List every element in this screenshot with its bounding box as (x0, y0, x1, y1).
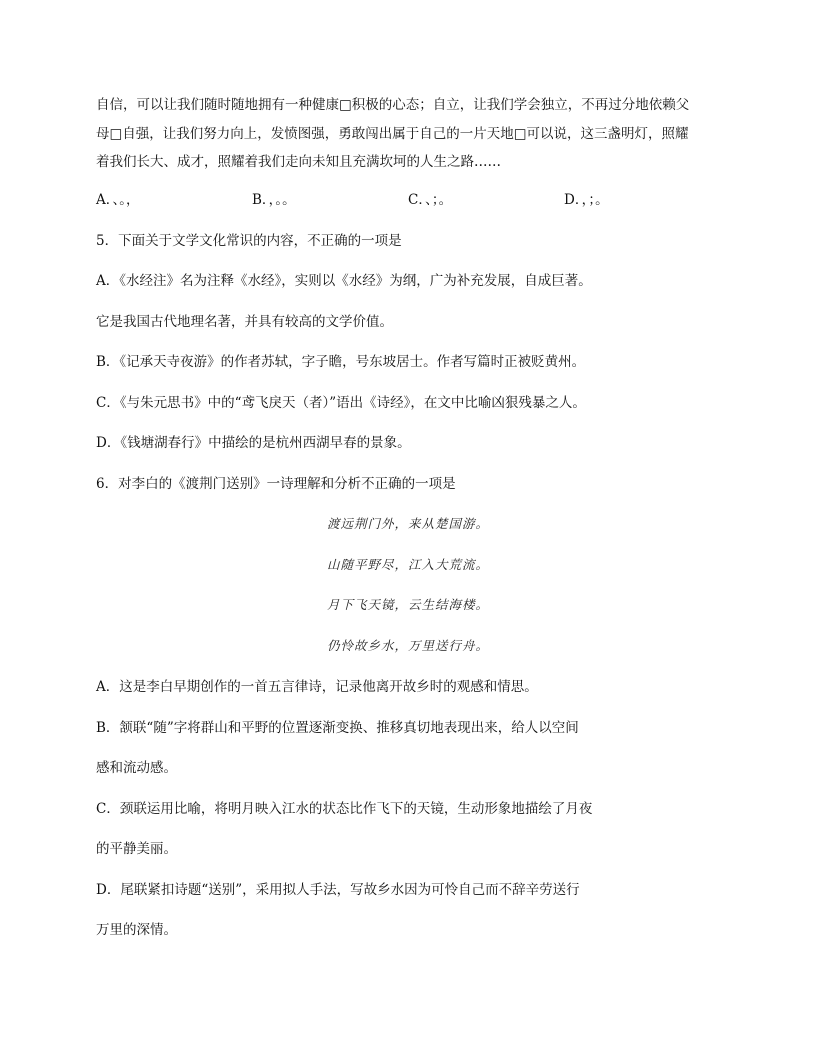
q6-option-a: A．这是李白早期创作的一首五言律诗，记录他离开故乡时的观感和情思。 (96, 679, 538, 695)
q5-stem: 5．下面关于文学文化常识的内容，不正确的一项是 (96, 233, 402, 249)
paragraph-line-3: 着我们长大、成才，照耀着我们走向未知且充满坎坷的人生之路…… (96, 154, 501, 170)
q5-option-b: B．《记承天寺夜游》的作者苏轼，字子瞻，号东坡居士。作者写篇时正被贬黄州。 (96, 354, 586, 370)
poem-line-1: 渡远荆门外，来从楚国游。 (326, 516, 489, 531)
q5-option-c: C．《与朱元思书》中的“鸢飞戾天（者）”语出《诗经》，在文中比喻凶狠残暴之人。 (96, 395, 586, 411)
q6-option-b-line-2: 感和流动感。 (96, 760, 177, 776)
q5-option-a-line-1: A．《水经注》名为注释《水经》，实则以《水经》为纲，广为补充发展，自成巨著。 (96, 273, 592, 289)
q4-option-a: A．、。， (96, 192, 140, 208)
q6-option-c-line-2: 的平静美丽。 (96, 841, 177, 857)
q4-option-c: C．、；。 (408, 192, 453, 208)
q4-option-d: D．，；。 (564, 192, 609, 208)
q6-option-b-line-1: B．颔联“随”字将群山和平野的位置逐渐变换、推移真切地表现出来，给人以空间 (96, 720, 579, 736)
q6-option-d-line-2: 万里的深情。 (96, 922, 177, 938)
q5-option-d: D．《钱塘湖春行》中描绘的是杭州西湖早春的景象。 (96, 435, 411, 451)
q6-option-d-line-1: D．尾联紧扣诗题“送别”，采用拟人手法，写故乡水因为可怜自己而不辞辛劳送行 (96, 882, 580, 898)
poem-line-2: 山随平野尽，江入大荒流。 (326, 557, 489, 572)
q4-option-b: B．，。。 (252, 192, 296, 208)
q4-options (96, 190, 736, 210)
q6-stem: 6．对李白的《渡荆门送别》一诗理解和分析不正确的一项是 (96, 476, 456, 492)
paragraph-line-2: 母□自强，让我们努力向上，发愤图强，勇敢闯出属于自己的一片天地□可以说，这三盏明灯，照耀 (96, 126, 689, 142)
q6-option-c-line-1: C．颈联运用比喻，将明月映入江水的状态比作飞下的天镜，生动形象地描绘了月夜 (96, 801, 593, 817)
paragraph-line-1: 自信，可以让我们随时随地拥有一种健康□积极的心态；自立，让我们学会独立，不再过分地依赖父 (96, 97, 690, 113)
q5-option-a-line-2: 它是我国古代地理名著，并具有较高的文学价值。 (96, 314, 393, 330)
poem-line-3: 月下飞天镜，云生结海楼。 (326, 597, 489, 612)
poem-line-4: 仍怜故乡水，万里送行舟。 (326, 638, 489, 653)
